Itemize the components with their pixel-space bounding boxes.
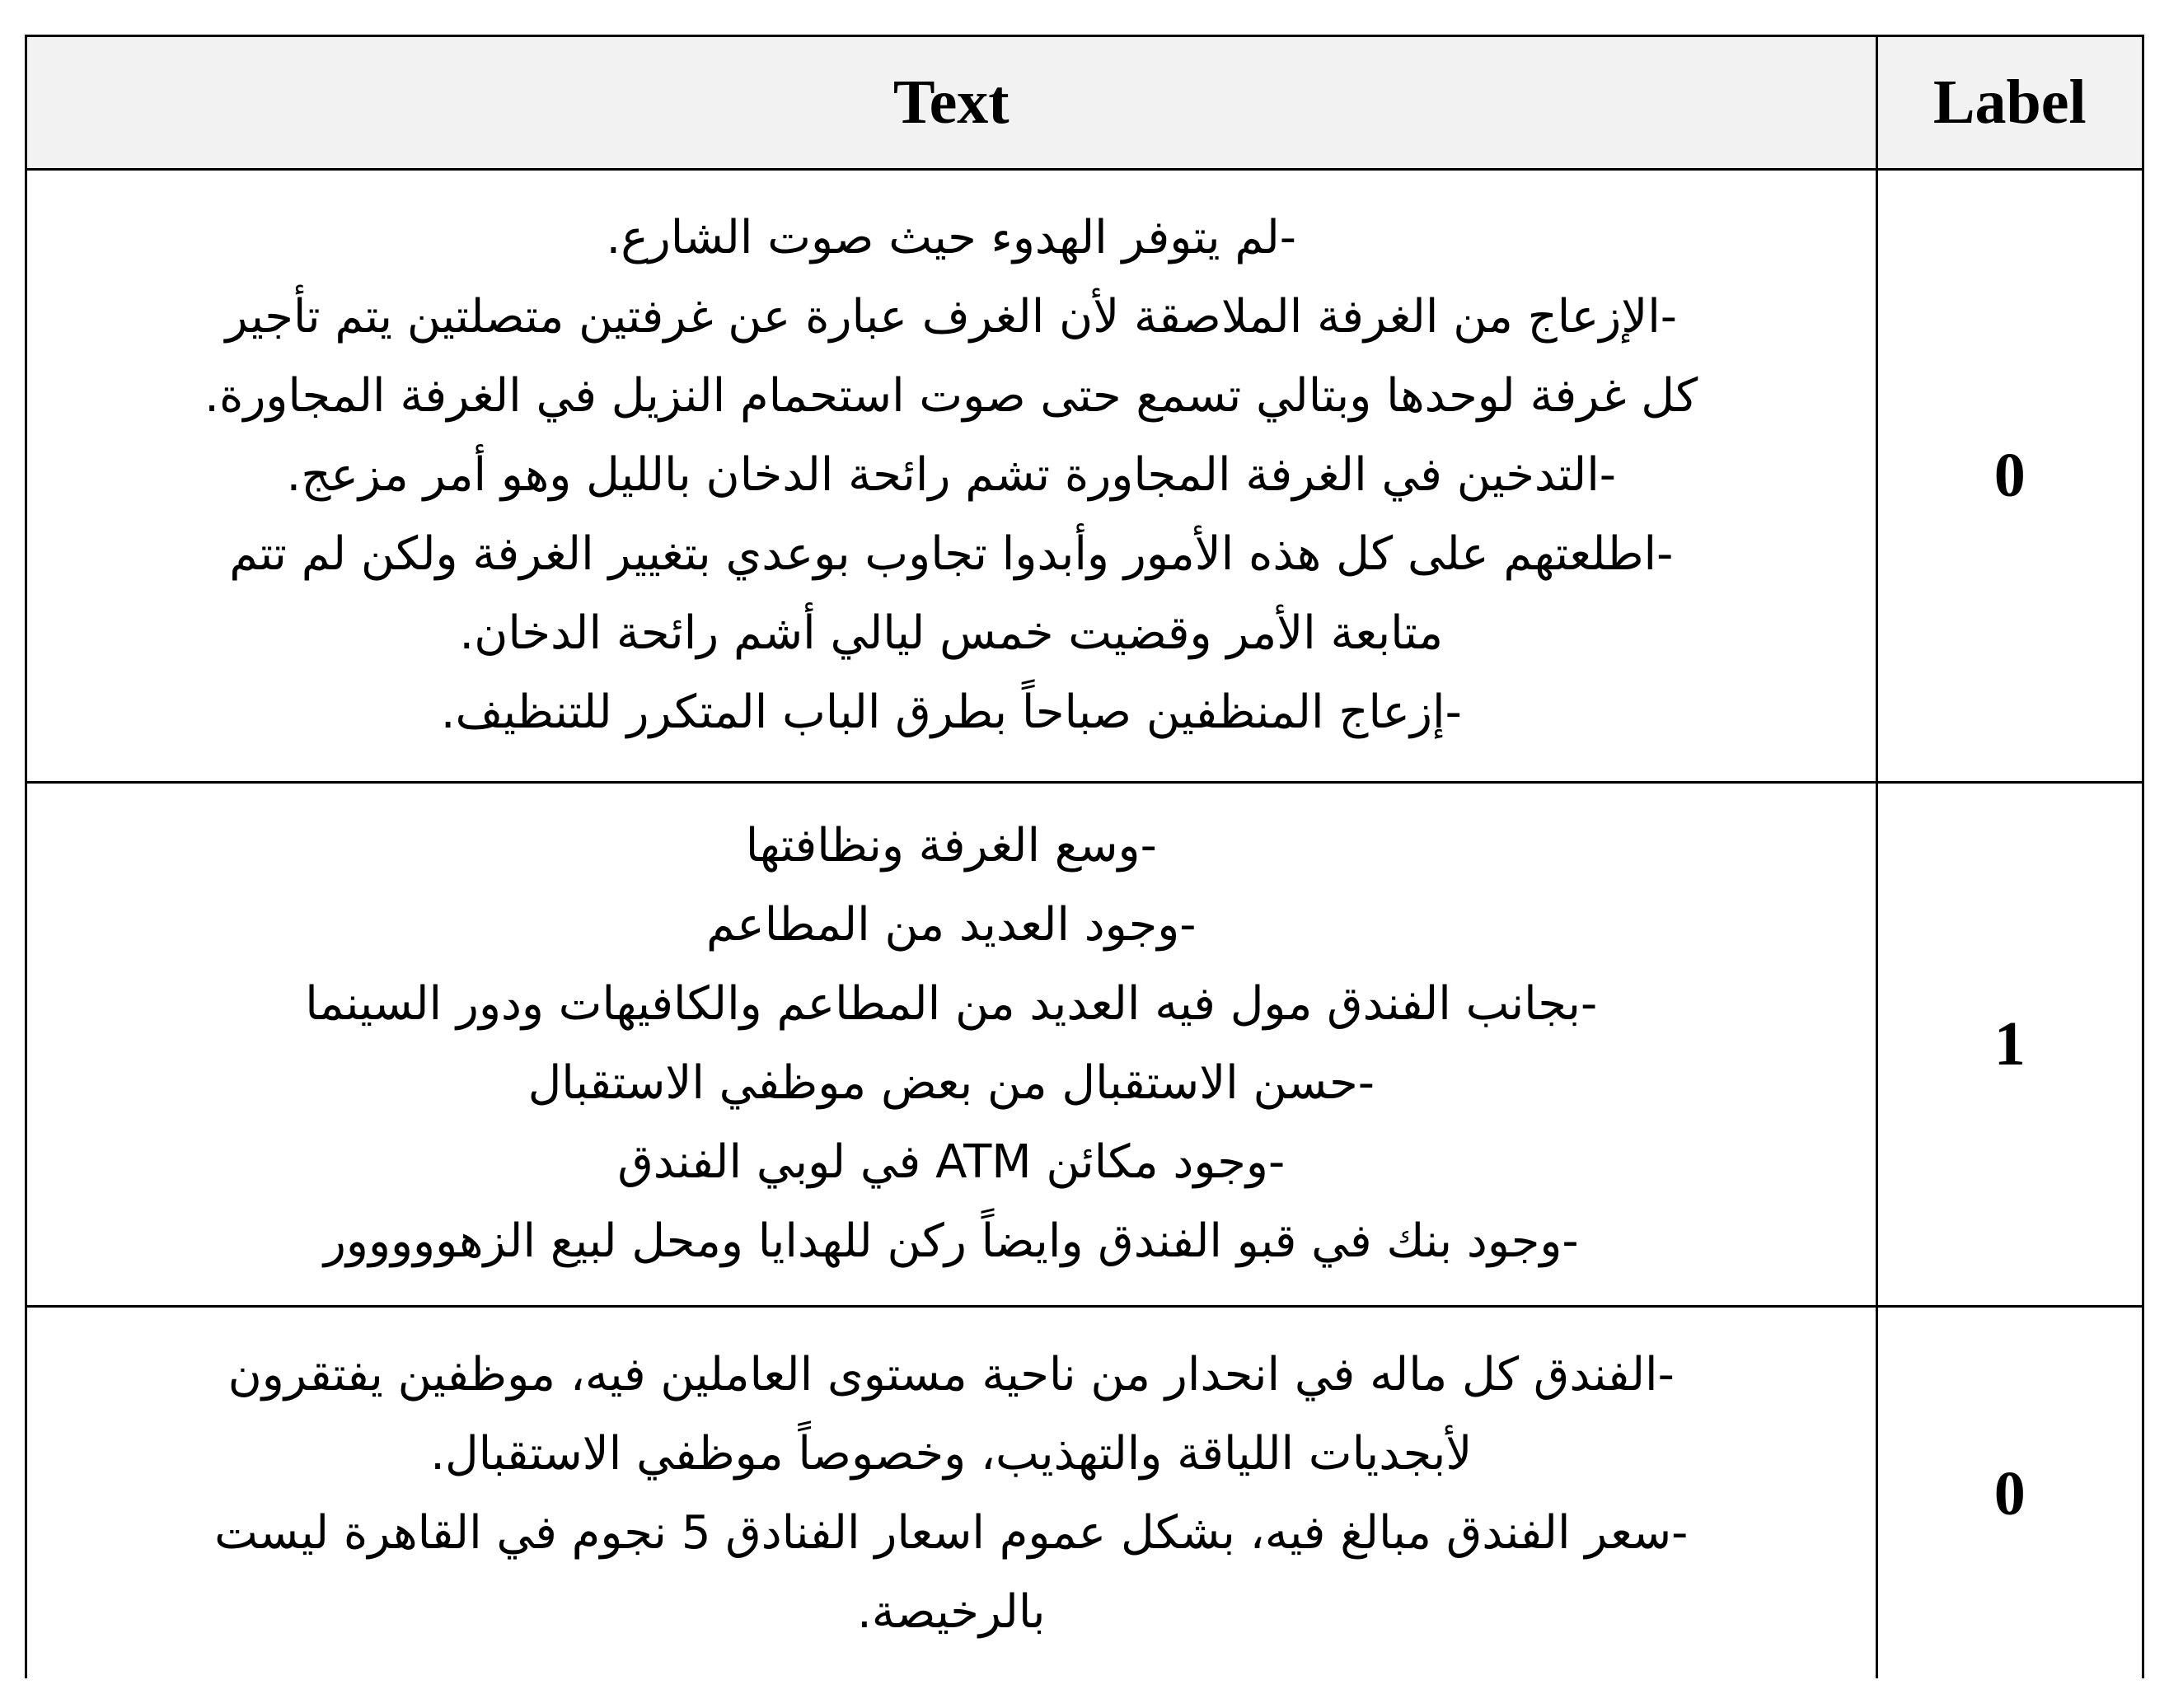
review-line: متابعة الأمر وقضيت خمس ليالي أشم رائحة الدخان. xyxy=(459,606,1444,660)
review-line: -سعر الفندق مبالغ فيه، بشكل عموم اسعار الفنادق 5 نجوم في القاهرة ليست xyxy=(214,1506,1689,1561)
review-text-cell xyxy=(27,1306,1876,1678)
review-line: بالرخيصة. xyxy=(856,1585,1046,1640)
table-row xyxy=(27,169,2142,782)
review-line: -التدخين في الغرفة المجاورة تشم رائحة الدخان بالليل وهو أمر مزعج. xyxy=(286,448,1616,502)
review-line: -وسع الغرفة ونظافتها xyxy=(745,819,1157,873)
review-line: -وجود مكائن ATM في لوبي الفندق xyxy=(617,1135,1286,1189)
sentiment-label-cell: 0 xyxy=(1876,169,2142,782)
review-line: -حسن الاستقبال من بعض موظفي الاستقبال xyxy=(527,1056,1375,1110)
table-row xyxy=(27,1306,2142,1678)
text-column-header: Text xyxy=(27,37,1876,169)
review-line: -الفندق كل ماله في انحدار من ناحية مستوى العاملين فيه، موظفين يفتقرون xyxy=(227,1348,1675,1402)
header-row xyxy=(27,37,2142,169)
label-column-header: Label xyxy=(1876,37,2142,169)
review-line: -وجود العديد من المطاعم xyxy=(706,898,1197,952)
review-line: كل غرفة لوحدها وبتالي تسمع حتى صوت استحمام النزيل في الغرفة المجاورة. xyxy=(204,369,1698,423)
review-line: -وجود بنك في قبو الفندق وايضاً ركن للهدايا ومحل لبيع الزهووووور xyxy=(323,1214,1579,1268)
reviews-table xyxy=(27,37,2142,1678)
review-line: لأبجديات اللياقة والتهذيب، وخصوصاً موظفي الاستقبال. xyxy=(430,1427,1473,1481)
reviews-table-container xyxy=(25,35,2144,1678)
review-line: -لم يتوفر الهدوء حيث صوت الشارع. xyxy=(606,211,1296,264)
sentiment-label-cell: 1 xyxy=(1876,782,2142,1306)
sentiment-label-cell: 0 xyxy=(1993,1458,2026,1528)
review-line: -الإزعاج من الغرفة الملاصقة لأن الغرف عبارة عن غرفتين متصلتين يتم تأجير xyxy=(225,290,1677,344)
review-text-cell xyxy=(27,782,1876,1306)
review-line: -إزعاج المنظفين صباحاً بطرق الباب المتكرر للتنظيف. xyxy=(440,686,1462,739)
table-row xyxy=(27,782,2142,1306)
review-text-cell xyxy=(27,169,1876,782)
review-line: -اطلعتهم على كل هذه الأمور وأبدوا تجاوب بوعدي بتغيير الغرفة ولكن لم تتم xyxy=(229,527,1674,581)
review-line: -بجانب الفندق مول فيه العديد من المطاعم والكافيهات ودور السينما xyxy=(305,977,1598,1031)
